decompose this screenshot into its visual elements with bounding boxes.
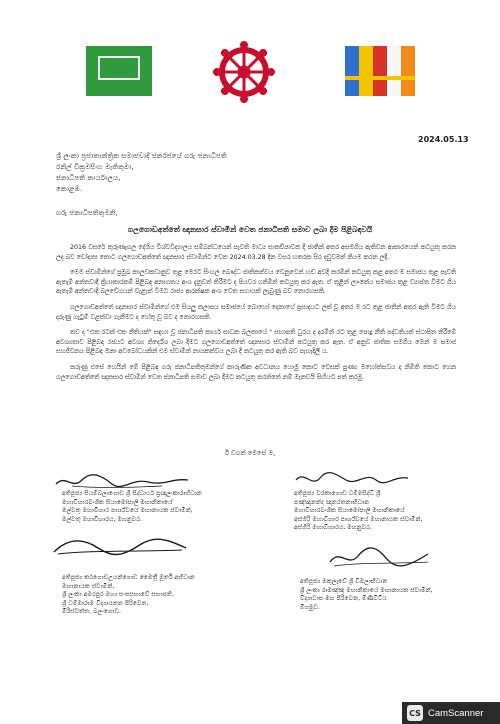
signatory-title: අතිපූජ්‍ය සියම්බලාගොඩ ශ්‍රී සිද්ධාර්ථ ප්‍රඥාලංකාරාභිධාන [62, 490, 202, 497]
body-paragraph: මෙම ස්වාමීන්ගේ ප්‍රමුඛ කාලවකවානුව තුළ මෙරට සිංහල බෞද්ධ ජාතිකත්වය වෙනුවෙන් හඬ අවදි කරමින් කටයුතු කළ අතර ම සමාජය තුළ පැවති ඇතැම් අන්තවාදී ක්‍රියාකාරකම් පිළිබඳ අනාගතය අංශ දැනුවත් කිරීමට ද පියවර ගනිමින් කටයුතු කර ඇත. ඒ තුළින් ලාංකේය සමාජය තුළ ව්‍යාප්ත වීමට ගිය ඇතැම් අන්තවාදී බලවේගයන් වැළැක් වීමට රාජ්‍ය ආරක්ෂක අංශ වෙත සහායක් ලැබුණු බව නොරහසකි. [56, 269, 456, 296]
body-paragraph: කරුණු එසේ හෙයින් මේ පිළිබඳ ගරු ජනාධිපතිතුමන්ගේ කාරුණික අවධානය යොමු කොට වෙසක් පුණ්‍ය මහෝත්සවය ද නිමිති කොට ගෙන ගලගොඩඅත්තේ ඥානසාර ස්වාමීන් වෙත ජනාධිපති සමාව ලබා දීමට කටයුතු කරන්නේ නම් මැනවයි සිහියට පත් කරමු. [56, 363, 456, 381]
signature-1 [52, 470, 192, 492]
signatory-2 [294, 490, 494, 533]
address-line: ජනාධිපති කාර්යාලය, [56, 173, 121, 182]
signatory-line: ශ්‍රී ධම්මාරාම විද්‍යායතන පිරිවෙන, [62, 599, 149, 607]
letter-body [56, 243, 456, 388]
salutation: ගරු ජනාධිපතිතුමනි, [56, 208, 118, 217]
signatory-line: මීගමුව. [300, 603, 320, 611]
signatory-line: මහානායක ස්වාමීන්, [62, 582, 115, 590]
recipient-address [56, 150, 227, 194]
signatory-line: අස්ගිරි මහාවිහාර පාර්ශ්වයේ මහානායක ස්වාමීන්, [294, 515, 423, 523]
signatory-line: පඤ්ඤානන්ද ඥානරතනාභිධාන [294, 498, 370, 506]
signatory-line: මල්වතු මහාවිහාරය, මහනුවර. [62, 515, 142, 523]
buddhist-flag-icon [345, 46, 415, 96]
letter-subject: ගලගොඩඅත්තේ ඥානසාර ස්වාමීන් වෙත ජනාධිපති සමාව ලබා දීම පිළිබඳවයි [127, 225, 373, 234]
signatory-line: මහාවිහාරවංශික සියාමෝපාලි මහානිකායේ [294, 507, 405, 515]
signatory-3 [62, 574, 262, 617]
green-flag-icon [86, 46, 152, 96]
signature-3 [50, 530, 190, 564]
signature-2 [292, 468, 412, 490]
camscanner-watermark [402, 702, 500, 724]
body-paragraph: 2016 වසරේ කුරුණෑගල දේශීය විශ්වවිද්‍යාලය සම්බන්ධයෙන් පැවති මාධ්‍ය සාකච්ඡාවක දී ජාතින් අතර අසමගිය ඇතිවන ආකාරයෙන් කටයුතු කරන ලද බව චෝදනා කොට ගලගොඩඅත්තේ ඥානසාර ස්වාමීන්ට වෙත 2024.03.28 දින වසර හතරක සිර දඩුවමක් නියම කරන ලදී. [56, 244, 456, 261]
signatory-line: ශ්‍රී ලංකා රාමඤ්ඤ මහානිකායේ මහානායක ස්වාමීන්, [300, 586, 433, 594]
body-paragraph: තව ද "එක රටක් එක නීතියක්" සඳහා වූ ජනාධිපති කාර්ය සාධක බලකායේ " සභාපති ධුරය ද දරමින් රට තුළ පොදු නීති පද්ධතියක් ස්ථාපිත කිරීමේ අවශ්‍යතාව පිළිබඳ රජයට අවශ්‍ය නිර්දේශ ලබා දීමට ගලගොඩඅත්තේ ඥානසාර ස්වාමීන් කටයුතු කර ඇත. ඒ අනුව ජාතික සමගිය මෙන් ම සමාජ සහජීවනය පිළිබඳ මනා අවබෝධයකින් එම ස්වාමීන් නායකත්වය ලබා දී කටයුතු කර ඇති බව පැහැදිලි ය. [56, 329, 456, 356]
address-line: රනිල් වික්‍රමසිංහ මැතිතුමා, [56, 162, 134, 171]
signature-4 [324, 542, 434, 572]
camscanner-logo-icon: CS [407, 705, 423, 721]
signatory-title: අතිපූජ්‍ය කරගොඩඋයන්ගොඩ මෛත්‍රී මූර්ති අභිධාන [62, 574, 195, 581]
signatory-line: අස්ගිරි මහාවිහාරය, මහනුවර. [294, 524, 372, 532]
signatory-title: අතිපූජ්‍ය මකුලෑවේ ශ්‍රී විමලාභිධාන [300, 578, 388, 585]
signatory-line: මල්වතු මහාවිහාර පාර්ශ්වයේ මහානායක ස්වාමීන්, [62, 507, 193, 515]
address-line: ශ්‍රී ලංකා ප්‍රජාතාන්ත්‍රික සමාජවාදී ජනරජයේ ගරු ජනාධිපති [56, 151, 227, 160]
camscanner-label: CamScanner [428, 707, 484, 719]
signatory-line: විද්‍යාවාස මහ පිරිවෙන, මිණිවිටිය [300, 595, 387, 603]
signatory-1 [62, 490, 262, 524]
signatory-line: ශ්‍රී ලංකා අමරපුර මහා සංඝසභාවේ සභාපති, [62, 591, 174, 599]
letter-date: 2024.05.13 [418, 135, 469, 144]
dharma-wheel-icon [212, 40, 276, 104]
signatory-title: අතිපූජ්‍ය වරකාගොඩ ධම්මසිද්ධි ශ්‍රී [294, 490, 381, 497]
body-paragraph: ගලගොඩඅත්තේ ඥානසාර ස්වාමීන්ගේ එම සියලු කලාපය සමාජයේ බොහෝ දෙනාගේ ප්‍රසාදයට ලක් වූ අතර ම රට තුළ ජාතීන් අතර ඇති විමට ගිය දරුණු ගැටුම් වළක්වා ගැනීමට ද හේතු වූ බව ද නොරහසකි. [56, 303, 456, 321]
signatory-4 [300, 578, 500, 612]
closing-line: ඊ වගත් මෙසේ ම, [224, 449, 276, 457]
signatory-line: මිරිස්වත්ත, බලංගොඩ. [62, 608, 122, 616]
signatory-line: මහාවිහාරවංශික සියාමෝපාලි මහානිකායේ [62, 498, 173, 506]
address-line: කොළඹ. [56, 184, 83, 193]
